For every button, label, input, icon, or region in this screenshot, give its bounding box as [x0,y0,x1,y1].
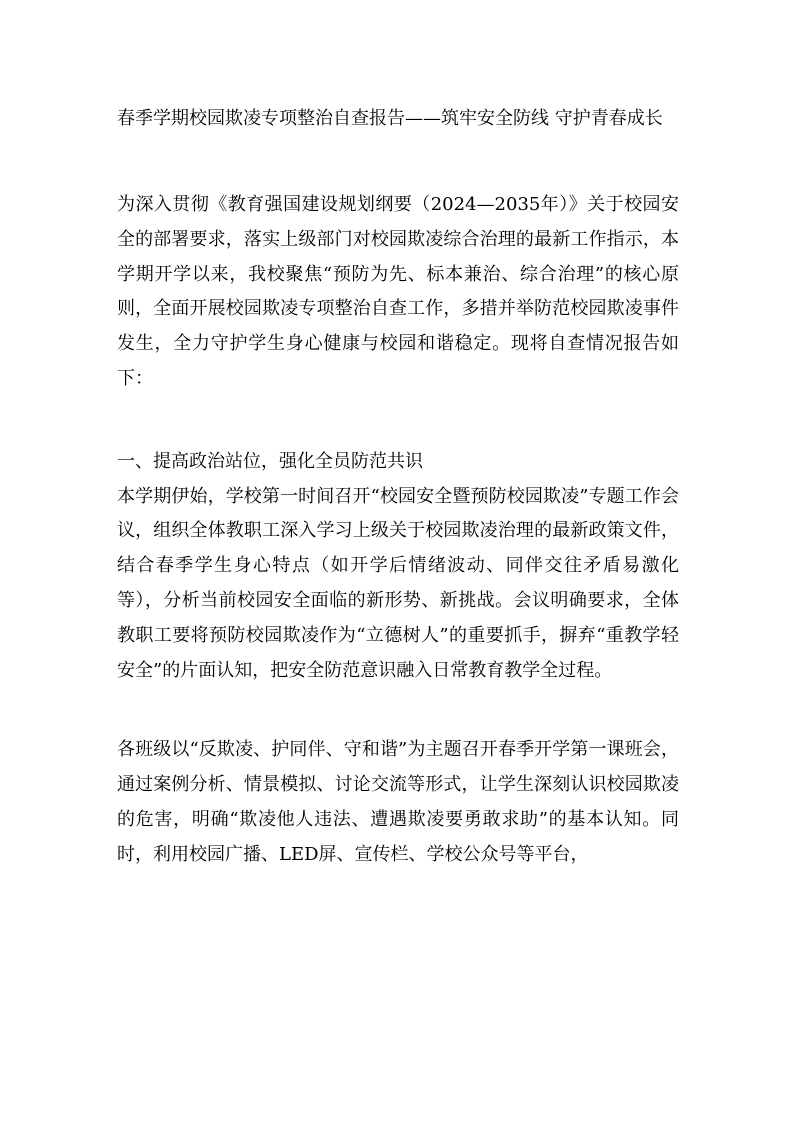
body-paragraph: 本学期伊始，学校第一时间召开“校园安全暨预防校园欺凌”专题工作会议，组织全体教职工深入学习上级关于校园欺凌治理的最新政策文件，结合春季学生身心特点（如开学后情绪波动、同伴交往矛盾易激化等），分析当前校园安全面临的新形势、新挑战。会议明确要求，全体教职工要将预防校园欺凌作为“立德树人”的重要抓手，摒弃“重教学轻安全”的片面认知，把安全防范意识融入日常教育教学全过程。 [117,485,679,681]
document-title: 春季学期校园欺凌专项整治自查报告——筑牢安全防线 守护青春成长 [117,108,663,129]
intro-paragraph: 为深入贯彻《教育强国建设规划纲要（2024—2035年）》关于校园安全的部署要求，落实上级部门对校园欺凌综合治理的最新工作指示，本学期开学以来，我校聚焦“预防为先、标本兼治、综合治理”的核心原则，全面开展校园欺凌专项整治自查工作，多措并举防范校园欺凌事件发生，全力守护学生身心健康与校园和谐稳定。现将自查情况报告如下： [117,194,679,389]
body-paragraph: 各班级以“反欺凌、护同伴、守和谐”为主题召开春季开学第一课班会，通过案例分析、情景模拟、讨论交流等形式，让学生深刻认识校园欺凌的危害，明确“欺凌他人违法、遭遇欺凌要勇敢求助”的基本认知。同时，利用校园广播、LED屏、宣传栏、学校公众号等平台， [117,739,679,865]
document-page [117,101,679,873]
spacer [117,397,679,445]
spacer [117,688,679,733]
section-heading: 一、提高政治站位，强化全员防范共识 [117,450,423,472]
spacer [117,136,679,188]
